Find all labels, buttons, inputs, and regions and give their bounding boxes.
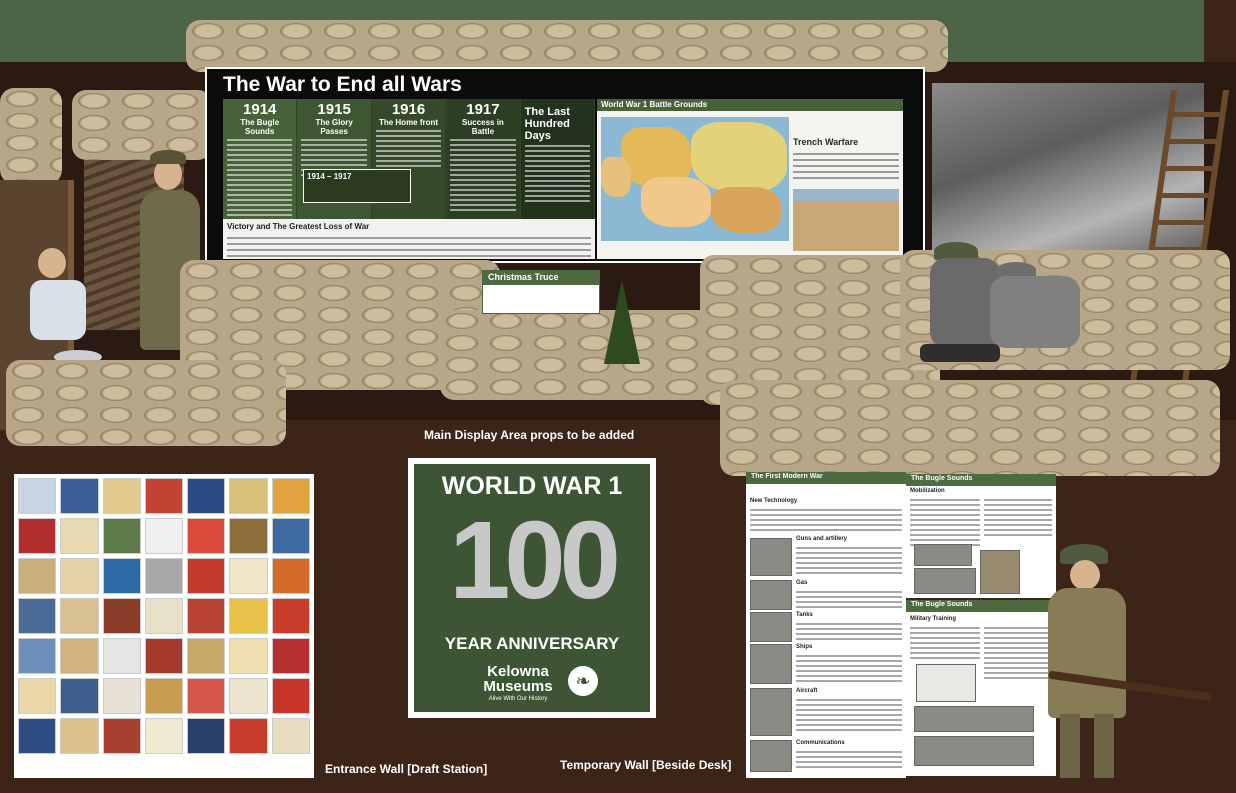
map-section (597, 99, 903, 259)
doc-photo (750, 740, 792, 772)
poster (145, 478, 183, 514)
inner-box-title: 1914 – 1917 (307, 172, 352, 181)
anniversary-poster-body (414, 464, 650, 712)
timeline-year: 1915 (317, 101, 351, 118)
main-display-panel (205, 67, 925, 263)
trench-diagram (793, 189, 899, 251)
anniversary-number: 100 (449, 499, 615, 622)
doc-photo (914, 544, 972, 566)
modern-war-document (746, 472, 906, 778)
poster (272, 678, 310, 714)
doc-title: The Bugle Sounds (911, 475, 973, 482)
standing-soldier (1048, 588, 1126, 718)
christmas-truce-title: Christmas Truce (488, 272, 559, 282)
poster (272, 478, 310, 514)
poster (103, 518, 141, 554)
doc-photo (914, 568, 976, 594)
poster-collage (14, 474, 314, 778)
officer-cap (150, 150, 186, 164)
poster (229, 558, 267, 594)
timeline-last-heading: The Last Hundred Days (524, 106, 570, 142)
doc-text (796, 696, 902, 734)
timeline-subtitle: The Bugle Sounds (240, 118, 280, 136)
poster (229, 518, 267, 554)
bugle-mobilization-document (906, 474, 1056, 598)
doc-text (910, 624, 980, 662)
timeline-1917 (446, 99, 520, 219)
doc-photo (750, 580, 792, 610)
timeline-subtitle: Success in Battle (462, 118, 504, 136)
timeline-1914 (223, 99, 297, 219)
poster (145, 638, 183, 674)
doc-section-heading: Communications (796, 740, 845, 746)
top-sandbag-row (186, 20, 948, 72)
doc-photo (750, 644, 792, 684)
poster (145, 558, 183, 594)
trench-text (793, 149, 899, 183)
entrance-wall-caption: Entrance Wall [Draft Station] (325, 762, 488, 776)
poster (60, 478, 98, 514)
timeline-text (376, 130, 441, 167)
timeline-year: 1916 (391, 101, 426, 118)
doc-photo (750, 538, 792, 576)
poster (187, 478, 225, 514)
poster (187, 518, 225, 554)
poster (229, 638, 267, 674)
anniversary-subtitle: YEAR ANNIVERSARY (444, 634, 620, 653)
doc-header (906, 474, 1056, 486)
timeline-year: 1914 (243, 101, 277, 118)
temporary-wall-caption: Temporary Wall [Beside Desk] (560, 758, 732, 772)
doc-section-heading: Aircraft (796, 688, 818, 694)
poster (187, 678, 225, 714)
doc-text (796, 652, 902, 685)
gunner-figure (990, 276, 1080, 348)
poster (18, 638, 56, 674)
victory-text (227, 233, 591, 261)
poster (229, 718, 267, 754)
doc-header (746, 472, 906, 484)
poster (18, 478, 56, 514)
doc-photo (914, 736, 1034, 766)
poster (103, 478, 141, 514)
poster (187, 558, 225, 594)
poster (229, 478, 267, 514)
poster (60, 598, 98, 634)
poster (272, 718, 310, 754)
main-display-caption: Main Display Area props to be added (424, 428, 635, 442)
seated-soldier-head (38, 248, 66, 278)
poster (18, 718, 56, 754)
poster (60, 638, 98, 674)
inner-summary-box (303, 169, 411, 203)
timeline-subtitle: The Glory Passes (315, 118, 353, 136)
panel-title: The War to End all Wars (223, 73, 462, 96)
center-low-sandbags (440, 310, 720, 400)
poster (229, 678, 267, 714)
trench-warfare-title: Trench Warfare (793, 137, 859, 147)
doc-text (984, 624, 1052, 682)
poster (145, 718, 183, 754)
poster (18, 598, 56, 634)
anniversary-poster (408, 458, 656, 718)
poster (103, 598, 141, 634)
poster (103, 558, 141, 594)
corner-sandbags (0, 88, 62, 184)
soldier-leg (1094, 714, 1114, 778)
poster (103, 678, 141, 714)
poster (145, 598, 183, 634)
map-header (597, 99, 903, 111)
map-region (691, 122, 787, 192)
poster (18, 518, 56, 554)
poster (272, 518, 310, 554)
poster (272, 598, 310, 634)
poster (187, 718, 225, 754)
doc-text (796, 748, 902, 771)
museum-tagline: Alive With Our History (488, 696, 548, 702)
map-region (601, 157, 631, 197)
soldier-head (1070, 560, 1100, 590)
doc-section-heading: Mobilization (910, 488, 945, 494)
doc-text (984, 496, 1052, 539)
poster (187, 638, 225, 674)
poster (229, 598, 267, 634)
left-front-sandbags (6, 360, 286, 446)
doc-title: The Bugle Sounds (911, 601, 973, 608)
museum-name: Kelowna Museums (483, 663, 553, 695)
doc-section-heading: Tanks (796, 612, 813, 618)
doc-header (906, 600, 1056, 612)
christmas-truce-header (483, 271, 599, 285)
seated-soldier (30, 280, 86, 340)
victory-section (223, 219, 595, 259)
timeline-text (227, 139, 292, 216)
doc-section-heading: New Technology (750, 498, 798, 504)
doc-photo (916, 664, 976, 702)
kelowna-museums-logo (472, 664, 602, 708)
doc-section-heading: Military Training (910, 616, 957, 622)
doc-text (750, 506, 902, 534)
pine-tree (604, 280, 640, 364)
doc-section-heading: Guns and artillery (796, 536, 848, 542)
map-region (641, 177, 711, 227)
paw-icon: ❧ (568, 666, 598, 696)
poster (272, 638, 310, 674)
christmas-truce-panel (482, 270, 600, 314)
poster (103, 638, 141, 674)
right-front-sandbags (720, 380, 1220, 476)
poster (18, 678, 56, 714)
soldier-leg (1060, 714, 1080, 778)
doc-section-heading: Gas (796, 580, 808, 586)
poster (103, 718, 141, 754)
poster (145, 518, 183, 554)
doc-photo (750, 688, 792, 736)
poster (60, 678, 98, 714)
poster (60, 558, 98, 594)
doc-title: The First Modern War (751, 473, 823, 480)
poster (187, 598, 225, 634)
poster (60, 718, 98, 754)
doc-text (796, 588, 902, 611)
doc-section-heading: Ships (796, 644, 813, 650)
doc-photo (980, 550, 1020, 594)
doc-text (910, 496, 980, 549)
timeline-year: 1917 (466, 101, 500, 118)
poster (145, 678, 183, 714)
poster (272, 558, 310, 594)
doc-text (796, 620, 902, 643)
poster (18, 558, 56, 594)
europe-map (601, 117, 789, 241)
bugle-training-document (906, 600, 1056, 776)
poster (60, 518, 98, 554)
victory-title: Victory and The Greatest Loss of War (227, 222, 370, 231)
map-region (711, 187, 781, 233)
timeline-subtitle: The Home front (378, 118, 439, 127)
timeline-text (525, 145, 590, 202)
map-title: World War 1 Battle Grounds (601, 100, 708, 109)
anniversary-title: WORLD WAR 1 (441, 472, 623, 500)
doc-text (796, 544, 902, 577)
machine-gun (920, 344, 1000, 362)
doc-photo (750, 612, 792, 642)
doc-photo (914, 706, 1034, 732)
timeline-text (450, 139, 515, 211)
left-sandbag-stack (72, 90, 212, 160)
timeline-last-hundred-days (521, 99, 595, 219)
